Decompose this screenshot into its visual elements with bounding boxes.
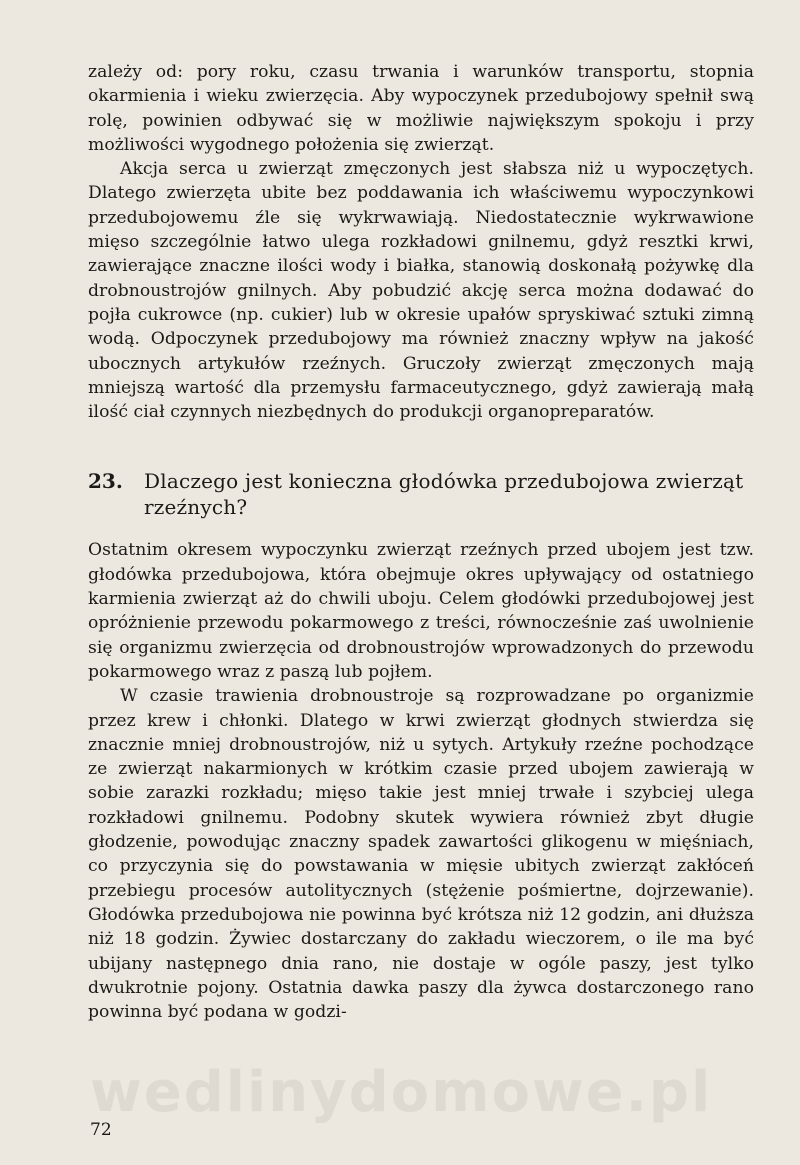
- paragraph-heart-action: Akcja serca u zwierząt zmęczonych jest słabsza niż u wypoczętych. Dlatego zwierzęta ubite bez poddawania ich właściwemu wypoczynkowi przedubojowemu źle się wykrwawiają. Niedostatecznie wykrwawione mięso szczególnie łatwo ulega rozkładowi gnilnemu, gdyż resztki krwi, zawierające znaczne ilości wody i białka, stanowią doskonałą pożywkę dla drobnoustrojów gnilnych. Aby pobudzić akcję serca można dodawać do pojła cukrowce (np. cukier) lub w okresie upałów spryskiwać sztuki zimną wodą. Odpoczynek przedubojowy ma również znaczny wpływ na jakość ubocznych artykułów rzeźnych. Gruczoły zwierząt zmęczonych mają mniejszą wartość dla przemysłu farmaceutycznego, gdyż zawierają małą ilość ciał czynnych niezbędnych do produkcji organopreparatów.: [88, 159, 754, 423]
- section-heading: [88, 468, 754, 520]
- paragraph-digestion: W czasie trawienia drobnoustroje są rozprowadzane po organizmie przez krew i chłonki. Dlatego w krwi zwierząt głodnych stwierdza się znacznie mniej drobnoustrojów, niż u sytych. Artykuły rzeźne pochodzące ze zwierząt nakarmionych w krótkim czasie przed ubojem zawierają w sobie zarazki rozkładu; mięso takie jest mniej trwałe i szybciej ulega rozkładowi gnilnemu. Podobny skutek wywiera również zbyt długie głodzenie, powodując znaczny spadek zawartości glikogenu w mięśniach, co przyczynia się do powstawania w mięsie ubitych zwierząt zakłóceń przebiegu procesów autolitycznych (stężenie pośmiertne, dojrzewanie). Głodówka przedubojowa nie powinna być krótsza niż 12 godzin, ani dłuższa niż 18 godzin. Żywiec dostarczany do zakładu wieczorem, o ile ma być ubijany następnego dnia rano, nie dostaje w ogóle paszy, jest tylko dwukrotnie pojony. Ostatnia dawka paszy dla żywca dostarczonego rano powinna być podana w godzi-: [88, 686, 754, 1023]
- page-number: 72: [90, 1120, 112, 1140]
- paragraph-fasting-intro: Ostatnim okresem wypoczynku zwierząt rzeźnych przed ubojem jest tzw. głodówka przedubojowa, która obejmuje okres upływający od ostatniego karmienia zwierząt aż do chwili uboju. Celem głodówki przedubojowej jest opróżnienie przewodu pokarmowego z treści, równocześnie zaś uwolnienie się organizmu zwierzęcia od drobnoustrojów wprowadzonych do przewodu pokarmowego wraz z paszą lub pojłem.: [88, 540, 754, 682]
- paragraph-continued: zależy od: pory roku, czasu trwania i warunków transportu, stopnia okarmienia i wieku zwierzęcia. Aby wypoczynek przedubojowy spełnił swą rolę, powinien odbywać się w możliwie największym spokoju i przy możliwości wygodnego położenia się zwierząt.: [88, 62, 754, 155]
- section-title: Dlaczego jest konieczna głodówka przedubojowa zwierząt rzeźnych?: [144, 469, 744, 520]
- text-column: [88, 60, 754, 1024]
- section-number: 23.: [88, 469, 123, 494]
- watermark: wedlinydomowe.pl: [90, 1060, 713, 1125]
